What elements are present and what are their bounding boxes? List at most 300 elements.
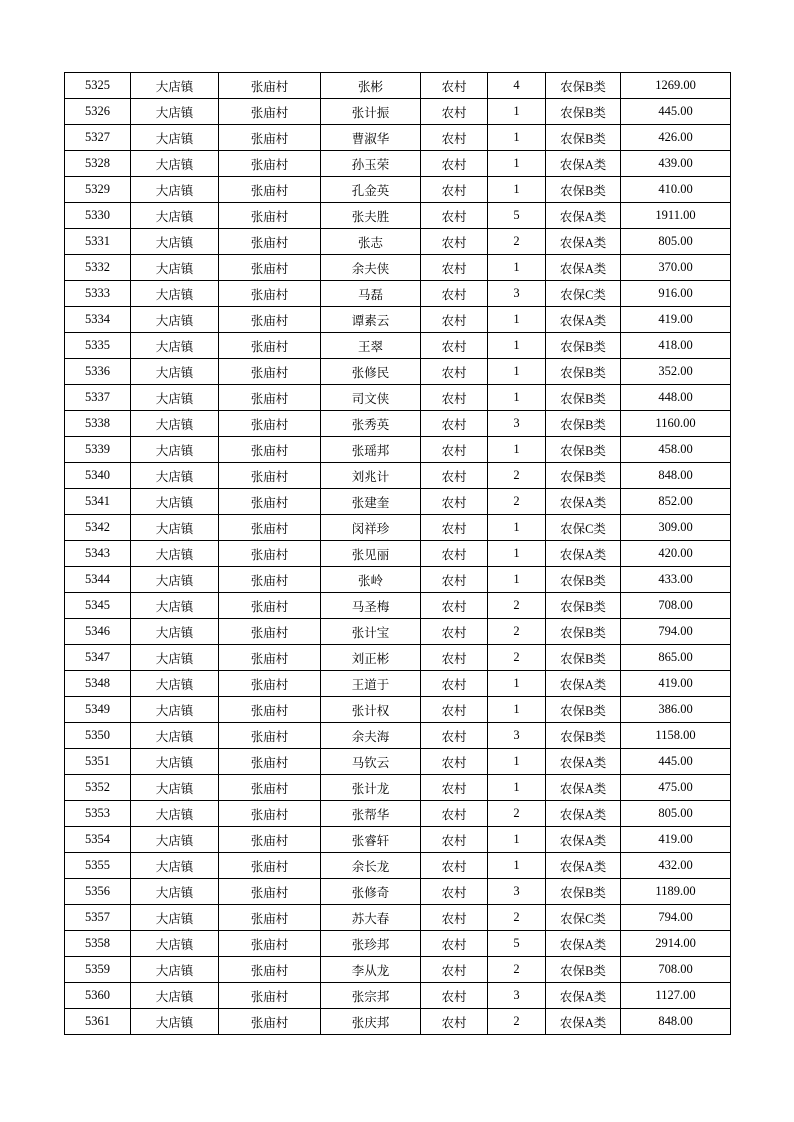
cell-category: 农保B类 [546, 463, 621, 489]
cell-village: 张庙村 [219, 931, 321, 957]
table-row [65, 281, 731, 307]
cell-count: 1 [488, 177, 546, 203]
cell-town: 大店镇 [131, 853, 219, 879]
cell-village: 张庙村 [219, 957, 321, 983]
cell-count: 3 [488, 879, 546, 905]
cell-name: 张夫胜 [321, 203, 421, 229]
cell-count: 1 [488, 775, 546, 801]
table-row [65, 437, 731, 463]
cell-amount: 475.00 [621, 775, 731, 801]
table-row [65, 99, 731, 125]
table-row [65, 775, 731, 801]
cell-village: 张庙村 [219, 307, 321, 333]
cell-category: 农保B类 [546, 99, 621, 125]
cell-locale: 农村 [421, 567, 488, 593]
cell-id: 5361 [65, 1009, 131, 1035]
cell-name: 刘兆计 [321, 463, 421, 489]
table-row [65, 723, 731, 749]
cell-name: 张计权 [321, 697, 421, 723]
cell-id: 5342 [65, 515, 131, 541]
cell-village: 张庙村 [219, 99, 321, 125]
cell-locale: 农村 [421, 515, 488, 541]
cell-village: 张庙村 [219, 385, 321, 411]
cell-count: 2 [488, 645, 546, 671]
cell-village: 张庙村 [219, 125, 321, 151]
table-row [65, 983, 731, 1009]
cell-count: 1 [488, 697, 546, 723]
cell-count: 2 [488, 957, 546, 983]
cell-village: 张庙村 [219, 229, 321, 255]
cell-amount: 1189.00 [621, 879, 731, 905]
cell-category: 农保C类 [546, 515, 621, 541]
cell-id: 5348 [65, 671, 131, 697]
cell-name: 马磊 [321, 281, 421, 307]
cell-town: 大店镇 [131, 983, 219, 1009]
cell-count: 4 [488, 73, 546, 99]
cell-count: 1 [488, 437, 546, 463]
cell-town: 大店镇 [131, 645, 219, 671]
cell-count: 2 [488, 801, 546, 827]
cell-amount: 852.00 [621, 489, 731, 515]
cell-id: 5329 [65, 177, 131, 203]
cell-amount: 458.00 [621, 437, 731, 463]
cell-category: 农保C类 [546, 905, 621, 931]
cell-amount: 445.00 [621, 99, 731, 125]
cell-id: 5351 [65, 749, 131, 775]
cell-town: 大店镇 [131, 359, 219, 385]
table-row [65, 567, 731, 593]
cell-locale: 农村 [421, 957, 488, 983]
cell-locale: 农村 [421, 333, 488, 359]
cell-count: 1 [488, 515, 546, 541]
table-row [65, 541, 731, 567]
cell-id: 5352 [65, 775, 131, 801]
cell-village: 张庙村 [219, 749, 321, 775]
cell-town: 大店镇 [131, 749, 219, 775]
cell-town: 大店镇 [131, 931, 219, 957]
cell-category: 农保B类 [546, 385, 621, 411]
cell-town: 大店镇 [131, 905, 219, 931]
cell-town: 大店镇 [131, 593, 219, 619]
cell-id: 5360 [65, 983, 131, 1009]
table-row [65, 307, 731, 333]
cell-amount: 309.00 [621, 515, 731, 541]
table-row [65, 1009, 731, 1035]
cell-id: 5340 [65, 463, 131, 489]
table-row [65, 203, 731, 229]
cell-category: 农保A类 [546, 229, 621, 255]
cell-town: 大店镇 [131, 775, 219, 801]
cell-count: 1 [488, 333, 546, 359]
cell-id: 5336 [65, 359, 131, 385]
cell-count: 2 [488, 905, 546, 931]
cell-locale: 农村 [421, 463, 488, 489]
cell-count: 1 [488, 125, 546, 151]
cell-village: 张庙村 [219, 775, 321, 801]
cell-village: 张庙村 [219, 853, 321, 879]
cell-count: 1 [488, 749, 546, 775]
cell-count: 2 [488, 1009, 546, 1035]
table-row [65, 73, 731, 99]
cell-village: 张庙村 [219, 333, 321, 359]
cell-locale: 农村 [421, 489, 488, 515]
table-row [65, 853, 731, 879]
cell-id: 5332 [65, 255, 131, 281]
cell-id: 5346 [65, 619, 131, 645]
cell-amount: 1158.00 [621, 723, 731, 749]
cell-amount: 426.00 [621, 125, 731, 151]
cell-locale: 农村 [421, 385, 488, 411]
cell-name: 张修奇 [321, 879, 421, 905]
cell-locale: 农村 [421, 255, 488, 281]
table-row [65, 411, 731, 437]
cell-amount: 848.00 [621, 463, 731, 489]
cell-locale: 农村 [421, 853, 488, 879]
cell-count: 2 [488, 463, 546, 489]
cell-name: 张庆邦 [321, 1009, 421, 1035]
cell-name: 王翠 [321, 333, 421, 359]
cell-count: 1 [488, 853, 546, 879]
cell-village: 张庙村 [219, 671, 321, 697]
cell-name: 马钦云 [321, 749, 421, 775]
cell-town: 大店镇 [131, 619, 219, 645]
cell-amount: 708.00 [621, 593, 731, 619]
cell-id: 5326 [65, 99, 131, 125]
cell-category: 农保A类 [546, 801, 621, 827]
cell-town: 大店镇 [131, 827, 219, 853]
cell-count: 1 [488, 151, 546, 177]
cell-category: 农保A类 [546, 983, 621, 1009]
cell-category: 农保B类 [546, 411, 621, 437]
cell-village: 张庙村 [219, 619, 321, 645]
table-row [65, 619, 731, 645]
cell-count: 2 [488, 619, 546, 645]
cell-category: 农保A类 [546, 151, 621, 177]
cell-count: 1 [488, 307, 546, 333]
cell-count: 5 [488, 931, 546, 957]
cell-name: 李从龙 [321, 957, 421, 983]
cell-village: 张庙村 [219, 515, 321, 541]
cell-name: 孔金英 [321, 177, 421, 203]
cell-amount: 410.00 [621, 177, 731, 203]
cell-category: 农保B类 [546, 723, 621, 749]
cell-town: 大店镇 [131, 73, 219, 99]
cell-village: 张庙村 [219, 801, 321, 827]
cell-name: 张瑶邦 [321, 437, 421, 463]
cell-town: 大店镇 [131, 307, 219, 333]
cell-locale: 农村 [421, 73, 488, 99]
table-row [65, 697, 731, 723]
cell-count: 1 [488, 359, 546, 385]
cell-locale: 农村 [421, 697, 488, 723]
cell-village: 张庙村 [219, 1009, 321, 1035]
cell-name: 张志 [321, 229, 421, 255]
cell-amount: 708.00 [621, 957, 731, 983]
cell-name: 曹淑华 [321, 125, 421, 151]
cell-town: 大店镇 [131, 879, 219, 905]
cell-count: 5 [488, 203, 546, 229]
cell-name: 刘正彬 [321, 645, 421, 671]
cell-name: 闵祥珍 [321, 515, 421, 541]
cell-locale: 农村 [421, 931, 488, 957]
cell-id: 5350 [65, 723, 131, 749]
cell-category: 农保B类 [546, 593, 621, 619]
table-body [65, 73, 731, 1035]
cell-name: 张计宝 [321, 619, 421, 645]
cell-name: 张宗邦 [321, 983, 421, 1009]
table-row [65, 671, 731, 697]
cell-count: 1 [488, 99, 546, 125]
cell-category: 农保A类 [546, 827, 621, 853]
cell-town: 大店镇 [131, 1009, 219, 1035]
table-row [65, 385, 731, 411]
cell-count: 1 [488, 671, 546, 697]
cell-locale: 农村 [421, 619, 488, 645]
cell-town: 大店镇 [131, 489, 219, 515]
cell-town: 大店镇 [131, 463, 219, 489]
cell-amount: 794.00 [621, 905, 731, 931]
cell-amount: 1911.00 [621, 203, 731, 229]
cell-village: 张庙村 [219, 593, 321, 619]
cell-village: 张庙村 [219, 411, 321, 437]
table-row [65, 801, 731, 827]
cell-village: 张庙村 [219, 541, 321, 567]
cell-id: 5334 [65, 307, 131, 333]
cell-name: 司文侠 [321, 385, 421, 411]
cell-id: 5335 [65, 333, 131, 359]
cell-locale: 农村 [421, 645, 488, 671]
cell-count: 1 [488, 827, 546, 853]
table-row [65, 931, 731, 957]
cell-id: 5339 [65, 437, 131, 463]
cell-locale: 农村 [421, 229, 488, 255]
benefits-table [64, 72, 731, 1035]
table-row [65, 879, 731, 905]
cell-village: 张庙村 [219, 255, 321, 281]
cell-category: 农保B类 [546, 359, 621, 385]
table-row [65, 333, 731, 359]
cell-locale: 农村 [421, 879, 488, 905]
cell-category: 农保A类 [546, 541, 621, 567]
cell-count: 2 [488, 593, 546, 619]
cell-category: 农保A类 [546, 255, 621, 281]
cell-village: 张庙村 [219, 437, 321, 463]
cell-locale: 农村 [421, 177, 488, 203]
cell-id: 5347 [65, 645, 131, 671]
cell-category: 农保A类 [546, 749, 621, 775]
cell-locale: 农村 [421, 749, 488, 775]
cell-locale: 农村 [421, 437, 488, 463]
cell-name: 余夫侠 [321, 255, 421, 281]
cell-locale: 农村 [421, 359, 488, 385]
cell-id: 5355 [65, 853, 131, 879]
cell-category: 农保A类 [546, 489, 621, 515]
cell-amount: 1269.00 [621, 73, 731, 99]
cell-name: 张秀英 [321, 411, 421, 437]
cell-id: 5343 [65, 541, 131, 567]
cell-count: 2 [488, 229, 546, 255]
cell-name: 孙玉荣 [321, 151, 421, 177]
cell-village: 张庙村 [219, 203, 321, 229]
cell-name: 张珍邦 [321, 931, 421, 957]
cell-locale: 农村 [421, 125, 488, 151]
cell-amount: 1127.00 [621, 983, 731, 1009]
cell-id: 5341 [65, 489, 131, 515]
cell-count: 1 [488, 567, 546, 593]
cell-amount: 370.00 [621, 255, 731, 281]
cell-id: 5333 [65, 281, 131, 307]
cell-id: 5337 [65, 385, 131, 411]
cell-amount: 448.00 [621, 385, 731, 411]
cell-town: 大店镇 [131, 125, 219, 151]
table-row [65, 593, 731, 619]
cell-name: 张修民 [321, 359, 421, 385]
cell-category: 农保A类 [546, 203, 621, 229]
cell-name: 谭素云 [321, 307, 421, 333]
cell-village: 张庙村 [219, 697, 321, 723]
table-row [65, 749, 731, 775]
cell-id: 5330 [65, 203, 131, 229]
cell-locale: 农村 [421, 593, 488, 619]
cell-locale: 农村 [421, 775, 488, 801]
table-row [65, 177, 731, 203]
cell-count: 3 [488, 411, 546, 437]
table-row [65, 463, 731, 489]
cell-amount: 433.00 [621, 567, 731, 593]
cell-village: 张庙村 [219, 983, 321, 1009]
cell-town: 大店镇 [131, 697, 219, 723]
cell-amount: 418.00 [621, 333, 731, 359]
cell-name: 张见丽 [321, 541, 421, 567]
cell-locale: 农村 [421, 281, 488, 307]
cell-category: 农保B类 [546, 73, 621, 99]
cell-village: 张庙村 [219, 73, 321, 99]
table-row [65, 957, 731, 983]
cell-village: 张庙村 [219, 359, 321, 385]
cell-amount: 386.00 [621, 697, 731, 723]
table-row [65, 229, 731, 255]
cell-village: 张庙村 [219, 463, 321, 489]
cell-amount: 419.00 [621, 671, 731, 697]
cell-category: 农保B类 [546, 125, 621, 151]
table-row [65, 359, 731, 385]
cell-name: 余夫海 [321, 723, 421, 749]
cell-locale: 农村 [421, 983, 488, 1009]
cell-category: 农保A类 [546, 307, 621, 333]
cell-name: 张彬 [321, 73, 421, 99]
cell-village: 张庙村 [219, 905, 321, 931]
cell-name: 苏大春 [321, 905, 421, 931]
cell-locale: 农村 [421, 671, 488, 697]
cell-amount: 445.00 [621, 749, 731, 775]
cell-id: 5356 [65, 879, 131, 905]
cell-id: 5358 [65, 931, 131, 957]
cell-category: 农保B类 [546, 333, 621, 359]
cell-id: 5345 [65, 593, 131, 619]
cell-amount: 916.00 [621, 281, 731, 307]
cell-amount: 419.00 [621, 307, 731, 333]
cell-amount: 352.00 [621, 359, 731, 385]
cell-village: 张庙村 [219, 489, 321, 515]
cell-locale: 农村 [421, 307, 488, 333]
cell-village: 张庙村 [219, 151, 321, 177]
cell-amount: 2914.00 [621, 931, 731, 957]
table-row [65, 151, 731, 177]
table-row [65, 515, 731, 541]
cell-locale: 农村 [421, 99, 488, 125]
cell-locale: 农村 [421, 203, 488, 229]
cell-town: 大店镇 [131, 385, 219, 411]
cell-category: 农保A类 [546, 853, 621, 879]
table-row [65, 489, 731, 515]
cell-id: 5338 [65, 411, 131, 437]
cell-town: 大店镇 [131, 333, 219, 359]
cell-town: 大店镇 [131, 177, 219, 203]
cell-id: 5359 [65, 957, 131, 983]
table-row [65, 125, 731, 151]
cell-id: 5327 [65, 125, 131, 151]
cell-locale: 农村 [421, 1009, 488, 1035]
cell-town: 大店镇 [131, 99, 219, 125]
cell-category: 农保B类 [546, 879, 621, 905]
cell-id: 5349 [65, 697, 131, 723]
cell-town: 大店镇 [131, 151, 219, 177]
cell-amount: 439.00 [621, 151, 731, 177]
cell-locale: 农村 [421, 801, 488, 827]
cell-amount: 794.00 [621, 619, 731, 645]
cell-count: 3 [488, 723, 546, 749]
cell-locale: 农村 [421, 723, 488, 749]
cell-village: 张庙村 [219, 177, 321, 203]
cell-category: 农保A类 [546, 931, 621, 957]
table-row [65, 255, 731, 281]
cell-amount: 865.00 [621, 645, 731, 671]
cell-locale: 农村 [421, 905, 488, 931]
cell-name: 马圣梅 [321, 593, 421, 619]
cell-count: 1 [488, 541, 546, 567]
cell-name: 张岭 [321, 567, 421, 593]
cell-amount: 848.00 [621, 1009, 731, 1035]
cell-category: 农保A类 [546, 1009, 621, 1035]
cell-town: 大店镇 [131, 203, 219, 229]
cell-count: 3 [488, 983, 546, 1009]
cell-town: 大店镇 [131, 437, 219, 463]
cell-town: 大店镇 [131, 411, 219, 437]
cell-village: 张庙村 [219, 281, 321, 307]
cell-id: 5357 [65, 905, 131, 931]
cell-name: 张睿轩 [321, 827, 421, 853]
cell-count: 3 [488, 281, 546, 307]
cell-count: 1 [488, 255, 546, 281]
cell-amount: 805.00 [621, 801, 731, 827]
cell-town: 大店镇 [131, 567, 219, 593]
table-row [65, 905, 731, 931]
cell-category: 农保B类 [546, 957, 621, 983]
cell-category: 农保A类 [546, 671, 621, 697]
cell-village: 张庙村 [219, 567, 321, 593]
cell-town: 大店镇 [131, 515, 219, 541]
cell-name: 王道于 [321, 671, 421, 697]
cell-id: 5354 [65, 827, 131, 853]
cell-town: 大店镇 [131, 957, 219, 983]
cell-count: 2 [488, 489, 546, 515]
cell-id: 5353 [65, 801, 131, 827]
cell-category: 农保B类 [546, 567, 621, 593]
cell-category: 农保B类 [546, 177, 621, 203]
cell-locale: 农村 [421, 541, 488, 567]
cell-amount: 432.00 [621, 853, 731, 879]
table-row [65, 645, 731, 671]
